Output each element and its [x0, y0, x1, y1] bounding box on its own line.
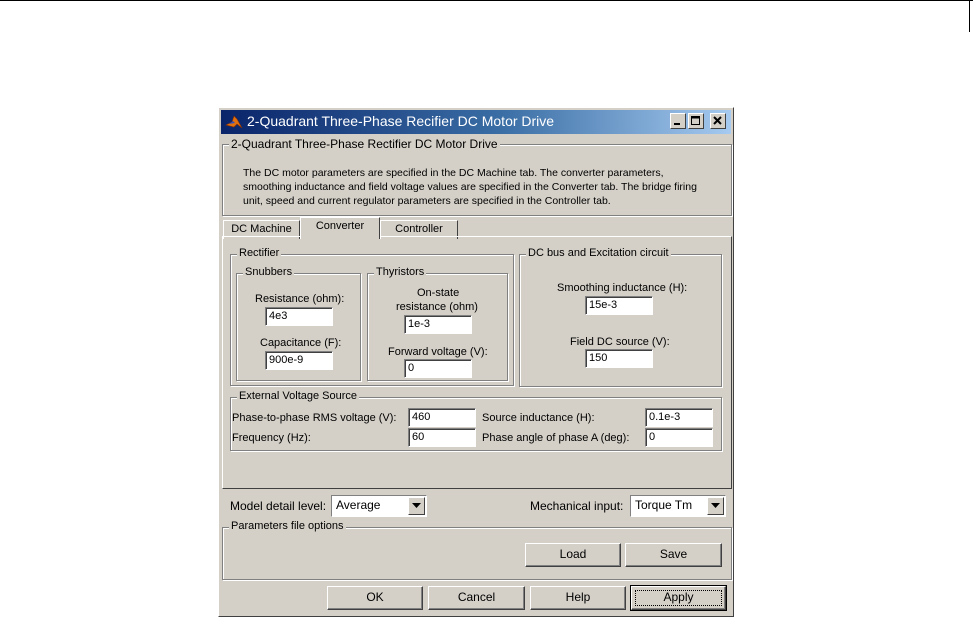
focus-ring	[635, 590, 722, 606]
onstate-label-2: resistance (ohm)	[396, 301, 478, 313]
apply-button[interactable]	[631, 586, 726, 610]
page-top-rule	[0, 0, 973, 1]
chevron-down-icon	[711, 503, 720, 509]
maximize-button[interactable]	[688, 113, 704, 129]
onstate-label: On-state	[417, 287, 460, 299]
mechanical-input-value: Torque Tm	[635, 498, 693, 512]
frequency-input[interactable]: 60	[408, 428, 476, 447]
resistance-label: Resistance (ohm):	[255, 293, 345, 305]
description-line: unit, speed and current regulator parameters are specified in the Controller tab.	[243, 195, 611, 207]
external-source-label: External Voltage Source	[239, 390, 358, 402]
description-title: 2-Quadrant Three-Phase Rectifier DC Motor Drive	[231, 137, 498, 151]
window-title: 2-Quadrant Three-Phase Recifier DC Motor Drive	[247, 113, 555, 129]
mechanical-input-dropdown-button[interactable]	[707, 497, 724, 515]
description-text	[243, 166, 723, 208]
tab-converter[interactable]: Converter	[300, 217, 380, 239]
forward-voltage-input[interactable]: 0	[404, 359, 472, 378]
field-source-input[interactable]: 150	[585, 349, 653, 368]
smoothing-label: Smoothing inductance (H):	[557, 282, 688, 294]
maximize-icon	[691, 116, 701, 126]
save-button[interactable]: Save	[625, 543, 722, 567]
help-button[interactable]: Help	[530, 586, 626, 610]
load-button[interactable]: Load	[525, 543, 621, 567]
phase-angle-label: Phase angle of phase A (deg):	[482, 432, 630, 444]
snubbers-label: Snubbers	[245, 266, 293, 278]
title-bar[interactable]	[221, 110, 731, 134]
phase-angle-input[interactable]: 0	[645, 428, 713, 447]
page-corner-rule	[969, 0, 970, 32]
cancel-button[interactable]: Cancel	[428, 586, 525, 610]
tab-dc-machine[interactable]: DC Machine	[223, 220, 300, 239]
field-source-label: Field DC source (V):	[570, 336, 670, 348]
forward-voltage-label: Forward voltage (V):	[388, 346, 488, 358]
close-button[interactable]	[710, 113, 726, 129]
rms-voltage-input[interactable]: 460	[408, 408, 476, 427]
parameters-file-label: Parameters file options	[231, 520, 344, 532]
smoothing-inductance-input[interactable]: 15e-3	[585, 296, 653, 315]
tab-controller[interactable]: Controller	[380, 220, 458, 239]
description-line: The DC motor parameters are specified in the DC Machine tab. The converter parameters,	[243, 167, 664, 179]
model-detail-value: Average	[336, 498, 381, 512]
capacitance-input[interactable]: 900e-9	[265, 351, 333, 370]
capacitance-label: Capacitance (F):	[260, 337, 342, 349]
dc-bus-label: DC bus and Excitation circuit	[528, 247, 669, 259]
resistance-input[interactable]: 4e3	[265, 307, 333, 326]
rms-voltage-label: Phase-to-phase RMS voltage (V):	[232, 412, 397, 424]
apply-label: Apply	[663, 590, 694, 604]
close-icon	[713, 116, 723, 126]
model-detail-dropdown-button[interactable]	[408, 497, 425, 515]
thyristors-label: Thyristors	[376, 266, 425, 278]
matlab-logo-icon	[225, 113, 243, 134]
minimize-button[interactable]	[670, 113, 686, 129]
mechanical-input-label: Mechanical input:	[530, 499, 624, 513]
description-line: smoothing inductance and field voltage values are specified in the Converter tab. The bridge firing	[243, 181, 697, 193]
source-inductance-input[interactable]: 0.1e-3	[645, 408, 713, 427]
description-group	[222, 137, 732, 216]
model-detail-label: Model detail level:	[230, 499, 327, 513]
source-inductance-label: Source inductance (H):	[482, 412, 595, 424]
onstate-resistance-input[interactable]: 1e-3	[404, 315, 472, 334]
motor-drive-dialog	[218, 107, 734, 617]
model-detail-select[interactable]	[331, 495, 427, 517]
chevron-down-icon	[412, 503, 421, 509]
rectifier-label: Rectifier	[239, 247, 280, 259]
frequency-label: Frequency (Hz):	[232, 432, 311, 444]
ok-button[interactable]: OK	[327, 586, 423, 610]
mechanical-input-select[interactable]	[630, 495, 726, 517]
minimize-icon	[673, 116, 683, 126]
